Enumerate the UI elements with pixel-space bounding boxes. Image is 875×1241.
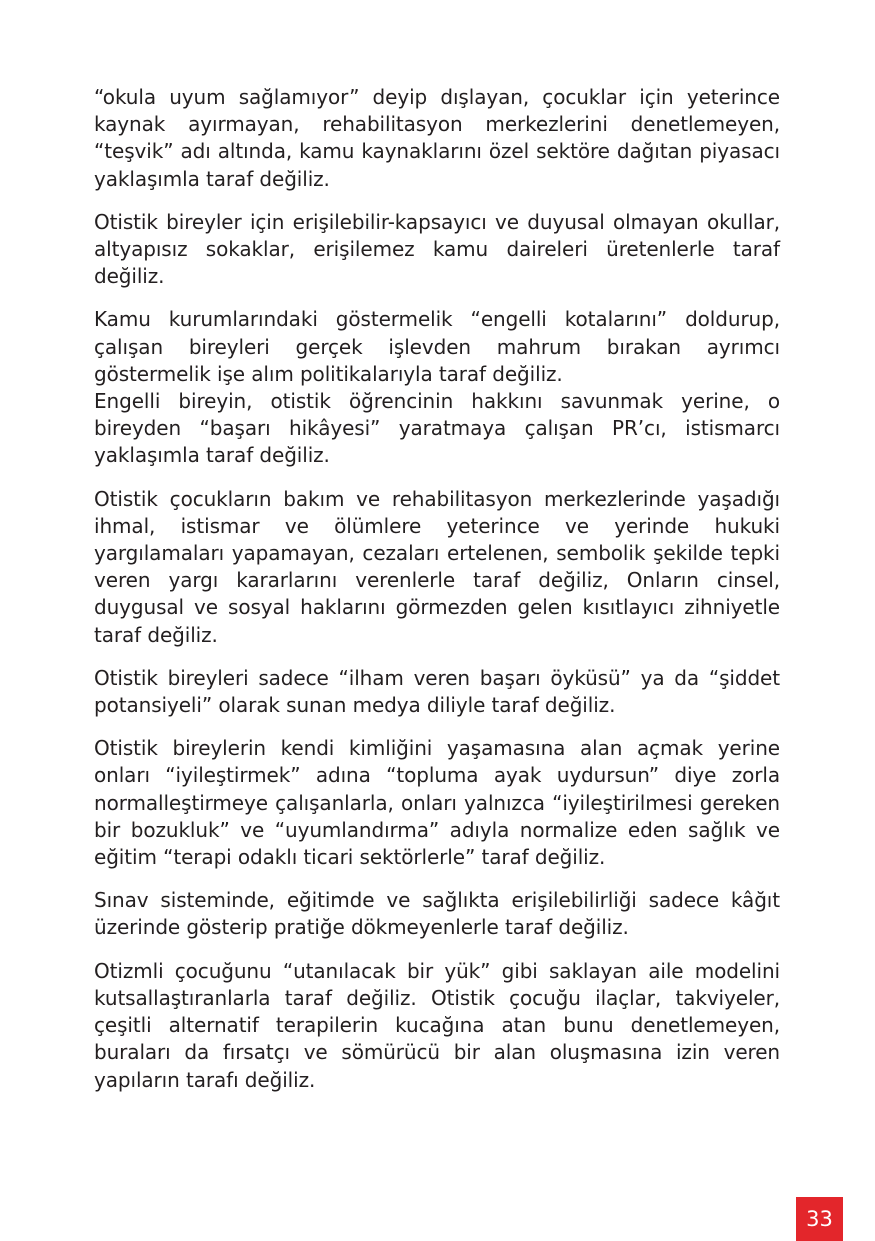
page-number: 33 — [796, 1197, 843, 1241]
paragraph-4: Engelli bireyin, otistik öğrencinin hakkını savunmak yerine, o bireyden “başarı hikâyesi” yaratmaya çalışan PR’cı, istismarcı yaklaşımla taraf değiliz. — [94, 389, 780, 468]
page-body — [94, 84, 780, 1110]
paragraph-2: Otistik bireyler için erişilebilir-kapsayıcı ve duyusal olmayan okullar, altyapısız sokaklar, erişilemez kamu daireleri üretenlerle taraf değiliz. — [94, 209, 780, 289]
paragraph-6: Otistik bireyleri sadece “ilham veren başarı öyküsü” ya da “şiddet potansiyeli” olarak sunan medya diliyle taraf değiliz. — [94, 665, 780, 718]
paragraph-9: Otizmli çocuğunu “utanılacak bir yük” gibi saklayan aile modelini kutsallaştıranlarla taraf değiliz. Otistik çocuğu ilaçlar, takviyeler, çeşitli alternatif terapilerin kucağına atan bunu denetlemeyen, buraları da fırsatçı ve sömürücü bir alan oluşmasına izin veren yapıların tarafı değiliz. — [94, 958, 780, 1092]
paragraph-3: Kamu kurumlarındaki göstermelik “engelli kotalarını” doldurup, çalışan bireyleri gerçek işlevden mahrum bırakan ayrımcı göstermelik işe alım politikalarıyla taraf değiliz. — [94, 307, 780, 386]
paragraph-7: Otistik bireylerin kendi kimliğini yaşamasına alan açmak yerine onları “iyileştirmek” adına “topluma ayak uydursun” diye zorla normalleştirmeye çalışanlarla, onları yalnızca “iyileştirilmesi gereken bir bozukluk” ve “uyumlandırma” adıyla normalize eden sağlık ve eğitim “terapi odaklı ticari sektörlerle” taraf değiliz. — [94, 736, 780, 870]
paragraph-8: Sınav sisteminde, eğitimde ve sağlıkta erişilebilirliği sadece kâğıt üzerinde gösterip pratiğe dökmeyenlerle taraf değiliz. — [94, 888, 780, 940]
paragraph-1: “okula uyum sağlamıyor” deyip dışlayan, çocuklar için yeterince kaynak ayırmayan, rehabilitasyon merkezlerini denetlemeyen, “teşvik” adı altında, kamu kaynaklarını özel sektöre dağıtan piyasacı yaklaşımla taraf değiliz. — [94, 85, 780, 191]
paragraph-5: Otistik çocukların bakım ve rehabilitasyon merkezlerinde yaşadığı ihmal, istismar ve ölümlere yeterince ve yerinde hukuki yargılamaları yapamayan, cezaları ertelenen, sembolik şekilde tepki veren yargı kararlarını verenlerle taraf değiliz, Onların cinsel, duygusal ve sosyal haklarını görmezden gelen kısıtlayıcı zihniyetle taraf değiliz. — [94, 486, 780, 647]
